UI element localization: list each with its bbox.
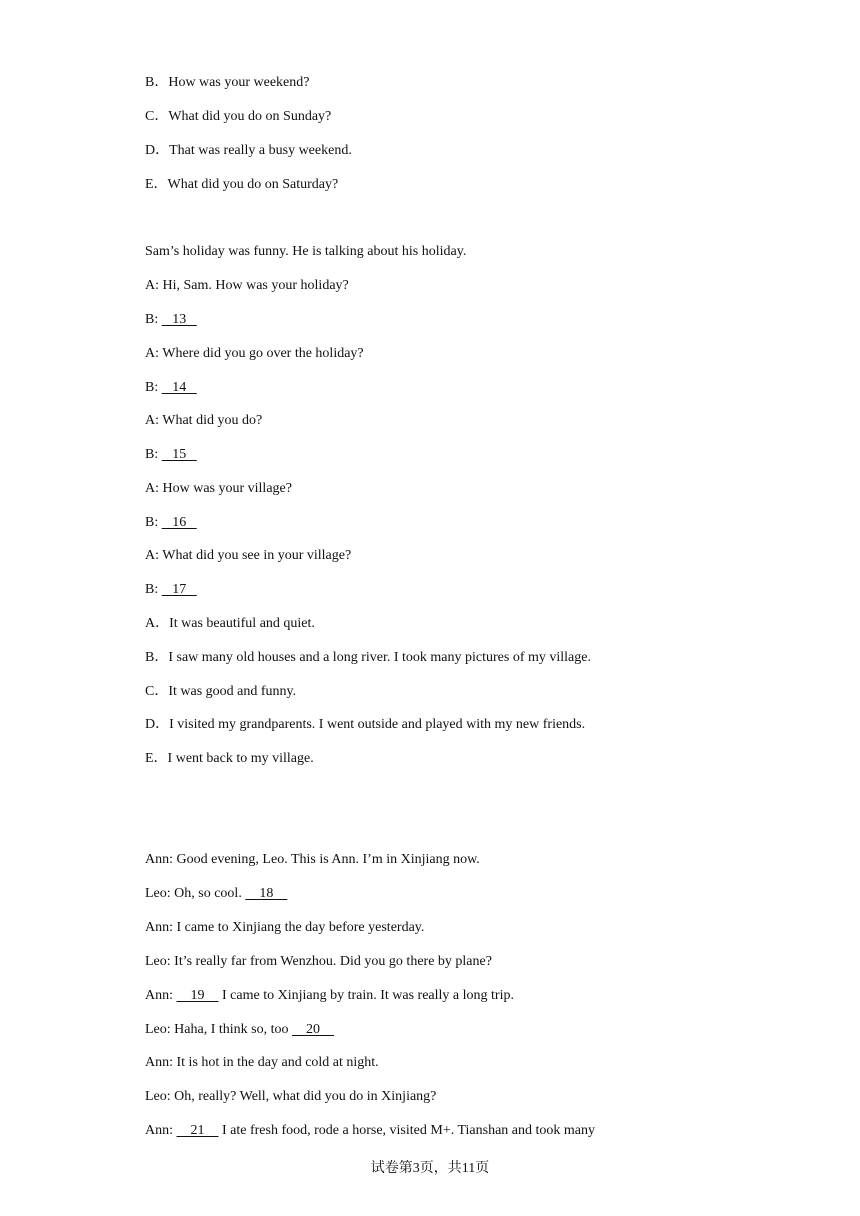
answer-blank-13[interactable]: 13 — [161, 312, 197, 327]
speaker: A: — [145, 413, 163, 428]
speaker: A: — [145, 481, 163, 496]
answer-blank-14[interactable]: 14 — [161, 380, 197, 395]
option-b: B．I saw many old houses and a long river. I took many pictures of my village. — [145, 650, 591, 665]
dialogue-text: Ann: I came to Xinjiang the day before yesterday. — [145, 920, 425, 935]
option-d: D．I visited my grandparents. I went outside and played with my new friends. — [145, 717, 586, 732]
speaker: A: — [145, 548, 163, 563]
dialogue-text: Leo: It’s really far from Wenzhou. Did you go there by plane? — [145, 954, 492, 969]
dialogue-text: Leo: Haha, I think so, too — [145, 1022, 292, 1037]
dialogue-text: Ann: It is hot in the day and cold at night. — [145, 1055, 379, 1070]
option-c: C．What did you do on Sunday? — [145, 109, 332, 124]
dialogue-line — [145, 885, 287, 903]
dialogue-line — [145, 311, 197, 329]
option-d: D．That was really a busy weekend. — [145, 143, 352, 158]
option-e: E．I went back to my village. — [145, 751, 314, 766]
page-footer: 试卷第3页，共11页 — [370, 1161, 490, 1176]
dialogue-text: Ann: — [145, 1123, 177, 1138]
option-e: E．What did you do on Saturday? — [145, 177, 339, 192]
dialogue-line — [145, 345, 364, 363]
dialogue-text: What did you do? — [162, 413, 263, 428]
dialogue-text: Leo: Oh, so cool. — [145, 886, 246, 901]
answer-blank-17[interactable]: 17 — [161, 582, 197, 597]
dialogue-text: Where did you go over the holiday? — [162, 346, 364, 361]
speaker: B: — [145, 380, 162, 395]
speaker: A: — [145, 278, 163, 293]
dialogue-line — [145, 480, 292, 498]
dialogue-line — [145, 851, 480, 869]
speaker: B: — [145, 447, 162, 462]
dialogue-line — [145, 547, 351, 565]
option-a: A．It was beautiful and quiet. — [145, 616, 315, 631]
answer-blank-18[interactable]: 18 — [245, 886, 288, 901]
dialogue-text: Hi, Sam. How was your holiday? — [162, 278, 349, 293]
option-c: C．It was good and funny. — [145, 684, 297, 699]
dialogue-text: How was your village? — [162, 481, 292, 496]
dialogue-line — [145, 1088, 436, 1106]
answer-blank-20[interactable]: 20 — [291, 1022, 334, 1037]
dialogue-line — [145, 581, 197, 599]
option-b: B．How was your weekend? — [145, 75, 310, 90]
speaker: A: — [145, 346, 163, 361]
dialogue-line — [145, 277, 349, 295]
dialogue-text: Leo: Oh, really? Well, what did you do in Xinjiang? — [145, 1089, 437, 1104]
dialogue-line — [145, 446, 197, 464]
dialogue-line — [145, 987, 514, 1005]
dialogue-line — [145, 919, 424, 937]
answer-blank-21[interactable]: 21 — [176, 1123, 219, 1138]
dialogue-line — [145, 379, 197, 397]
dialogue-text: Ann: — [145, 988, 177, 1003]
answer-blank-15[interactable]: 15 — [161, 447, 197, 462]
dialogue-line — [145, 514, 197, 532]
dialogue-line — [145, 1054, 379, 1072]
section2-intro: Sam’s holiday was funny. He is talking about his holiday. — [145, 244, 467, 259]
dialogue-text: I ate fresh food, rode a horse, visited M+. Tianshan and took many — [218, 1123, 595, 1138]
dialogue-line — [145, 953, 492, 971]
speaker: B: — [145, 515, 162, 530]
dialogue-line — [145, 1021, 334, 1039]
dialogue-line — [145, 1122, 595, 1140]
dialogue-line — [145, 412, 262, 430]
speaker: B: — [145, 582, 162, 597]
speaker: B: — [145, 312, 162, 327]
answer-blank-16[interactable]: 16 — [161, 515, 197, 530]
dialogue-text: Ann: Good evening, Leo. This is Ann. I’m in Xinjiang now. — [145, 852, 480, 867]
dialogue-text: I came to Xinjiang by train. It was really a long trip. — [218, 988, 514, 1003]
answer-blank-19[interactable]: 19 — [176, 988, 219, 1003]
dialogue-text: What did you see in your village? — [162, 548, 352, 563]
